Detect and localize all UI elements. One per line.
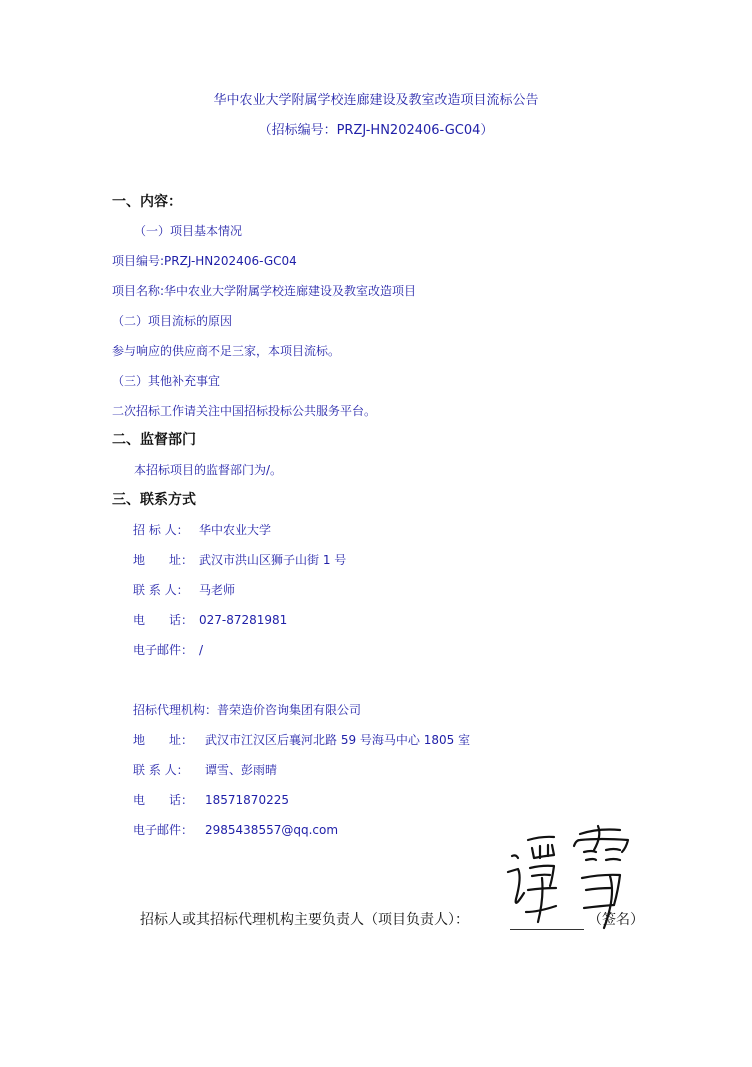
section-content-heading: 一、内容：	[112, 194, 182, 210]
document-title: 华中农业大学附属学校连廊建设及教室改造项目流标公告	[213, 93, 539, 108]
agency-phone: 18571870225	[205, 793, 289, 807]
subsection-basic-info: （一）项目基本情况	[134, 224, 243, 238]
tender-number-subtitle: （招标编号：PRZJ-HN202406-GC04）	[258, 123, 494, 138]
tenderer-phone-label: 电 话：	[133, 613, 194, 627]
tenderer-contact-row	[133, 583, 235, 597]
agency-name-row	[133, 703, 361, 717]
agency-name: 普荣造价咨询集团有限公司	[217, 703, 362, 717]
agency-contact-row	[133, 763, 277, 777]
supervision-text: 本招标项目的监督部门为/。	[134, 463, 283, 477]
tenderer-address-label: 地 址：	[133, 553, 194, 567]
tenderer-name: 华中农业大学	[199, 523, 272, 537]
agency-contact-label: 联 系 人：	[133, 763, 189, 777]
tenderer-phone: 027-87281981	[199, 613, 288, 627]
tenderer-address-row	[133, 553, 346, 567]
tenderer-contact-label: 联 系 人：	[133, 583, 189, 597]
tenderer-email-row	[133, 643, 203, 657]
tenderer-email: /	[199, 643, 204, 657]
agency-name-label: 招标代理机构：	[133, 703, 218, 717]
signature-suffix: （签名）	[588, 912, 644, 928]
agency-address: 武汉市江汉区后襄河北路 59 号海马中心 1805 室	[205, 733, 471, 747]
project-number: 项目编号:PRZJ-HN202406-GC04	[112, 254, 297, 268]
tenderer-phone-row	[133, 613, 287, 627]
agency-address-row	[133, 733, 470, 747]
handwritten-signature	[498, 816, 648, 934]
agency-phone-row	[133, 793, 289, 807]
tenderer-name-row	[133, 523, 271, 537]
failure-reason: 参与响应的供应商不足三家，本项目流标。	[112, 344, 341, 358]
other-matters-note: 二次招标工作请关注中国招标投标公共服务平台。	[112, 404, 377, 418]
agency-phone-label: 电 话：	[133, 793, 194, 807]
agency-email: 2985438557@qq.com	[205, 823, 339, 837]
agency-email-row	[133, 823, 338, 837]
project-name: 项目名称:华中农业大学附属学校连廊建设及教室改造项目	[112, 284, 417, 298]
subsection-failure-reason: （二）项目流标的原因	[112, 314, 233, 328]
section-supervision-heading: 二、监督部门	[112, 432, 196, 448]
subsection-other-matters: （三）其他补充事宜	[112, 374, 221, 388]
agency-contact: 谭雪、彭雨晴	[205, 763, 278, 777]
tenderer-email-label: 电子邮件：	[133, 643, 194, 657]
tenderer-address: 武汉市洪山区狮子山街 1 号	[199, 553, 347, 567]
agency-address-label: 地 址：	[133, 733, 194, 747]
tenderer-contact: 马老师	[199, 583, 236, 597]
signature-prefix: 招标人或其招标代理机构主要负责人（项目负责人）：	[140, 912, 469, 928]
tenderer-name-label: 招 标 人：	[133, 523, 189, 537]
agency-email-label: 电子邮件：	[133, 823, 194, 837]
section-contact-heading: 三、联系方式	[112, 492, 196, 508]
